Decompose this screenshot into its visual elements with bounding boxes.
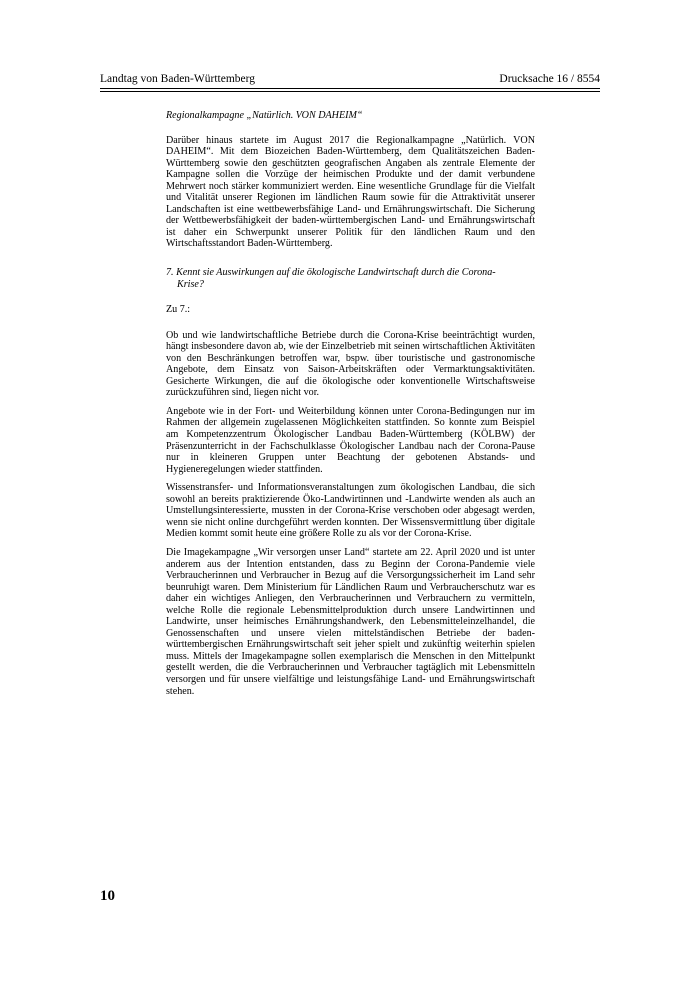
header-rule-bottom xyxy=(100,91,600,92)
page-number: 10 xyxy=(100,888,115,904)
answer-paragraph-4: Die Imagekampagne „Wir versorgen unser Land“ startete am 22. April 2020 und ist unter anderem aus der Intention entstanden, dass zu Beginn der Corona-Pandemie viele Verbraucherinnen und Verbraucher in Bezug auf die Versorgungssicherheit im Land sehr beunruhigt waren. Dem Ministerium für Ländlichen Raum und Verbraucherschutz war es daher ein wichtiges Anliegen, den Verbraucherinnen und Verbrauchern zu vermitteln, welche Rolle die regionale Lebensmittelproduktion durch unsere Landwirtinnen und Landwirte, unser heimisches Ernährungshandwerk, den Lebensmitteleinzelhandel, die Genossenschaften und unsere vielen mittelständischen Betriebe der baden-württembergischen Ernährungswirtschaft seit jeher spielt und zukünftig weiterhin spielen muss. Mittels der Imagekampagne sollen exemplarisch die Menschen in den Mittelpunkt gestellt werden, die die Verbraucherinnen und Verbraucher tagtäglich mit Lebensmitteln versorgen und für unsere vielfältige und leistungsfähige Land- und Ernährungswirtschaft stehen. xyxy=(166,546,535,697)
document-body xyxy=(166,110,535,697)
question-7-line1: 7. Kennt sie Auswirkungen auf die ökologische Landwirtschaft durch die Corona- xyxy=(166,267,496,279)
answer-paragraph-2: Angebote wie in der Fort- und Weiterbildung können unter Corona-Bedingungen nur im Rahmen der allgemein zugelassenen Möglichkeiten stattfinden. So konnte zum Beispiel am Kompetenzzentrum Ökologischer Landbau Baden-Württemberg (KÖLBW) der Präsenzunterricht in der Fachschulklasse Ökologischer Landbau nach der Corona-Pause nur in kleineren Gruppen unter Beachtung der gebotenen Abstands- und Hygieneregelungen wieder stattfinden. xyxy=(166,405,535,475)
answer-paragraph-1: Ob und wie landwirtschaftliche Betriebe durch die Corona-Krise beeinträchtigt wurden, hängt insbesondere davon ab, wie der Einzelbetrieb mit seinen wirtschaftlichen Aktivitäten von den Beschränkungen betroffen war, bspw. über touristische und gastronomische Angebote, dem Einsatz von Saison-Arbeitskräften oder Vermarktungsaktivitäten. Gesicherte Wirkungen, die auf die ökologische oder konventionelle Wirtschaftsweise zurückzuführen sind, liegen nicht vor. xyxy=(166,329,535,399)
question-7-line2: Krise? xyxy=(177,278,204,290)
campaign-paragraph: Darüber hinaus startete im August 2017 die Regionalkampagne „Natürlich. VON DAHEIM“. Mit dem Biozeichen Baden-Württemberg, dem Qualitätszeichen Baden-Württemberg sowie den geschützten geografischen Angaben als zentrale Elemente der Kampagne sollen die Vorzüge der heimischen Produkte und der damit verbundene Mehrwert noch stärker kommuniziert werden. Eine wesentliche Grundlage für die Vielfalt und Vitalität unserer Regionen im ländlichen Raum sowie für die Attraktivität unserer Landschaften ist eine wettbewerbsfähige Land- und Ernährungswirtschaft. Die Sicherung der Wettbewerbsfähigkeit der baden-württembergischen Land- und Ernährungswirtschaft ist daher ein Schwerpunkt unserer Politik für den ländlichen Raum und den Wirtschaftsstandort Baden-Württemberg. xyxy=(166,134,535,250)
answer-label: Zu 7.: xyxy=(166,304,191,316)
answer-paragraph-3: Wissenstransfer- und Informationsveranstaltungen zum ökologischen Landbau, die sich sowohl an bereits praktizierende Öko-Landwirtinnen und -Landwirte wenden als auch an Umstellungsinteressierte, mussten in der Corona-Krise verschoben oder abgesagt werden, wenn sie nicht online durchgeführt werden konnten. Der Wissensvermittlung über digitale Medien kommt somit heute eine größere Rolle zu als vor der Corona-Krise. xyxy=(166,482,535,540)
header-right: Drucksache 16 / 8554 xyxy=(499,73,600,85)
header-left: Landtag von Baden-Württemberg xyxy=(100,73,255,85)
campaign-heading: Regionalkampagne „Natürlich. VON DAHEIM“ xyxy=(166,110,363,121)
page-header xyxy=(100,72,600,88)
question-7 xyxy=(166,267,535,290)
header-rule-top xyxy=(100,88,600,89)
